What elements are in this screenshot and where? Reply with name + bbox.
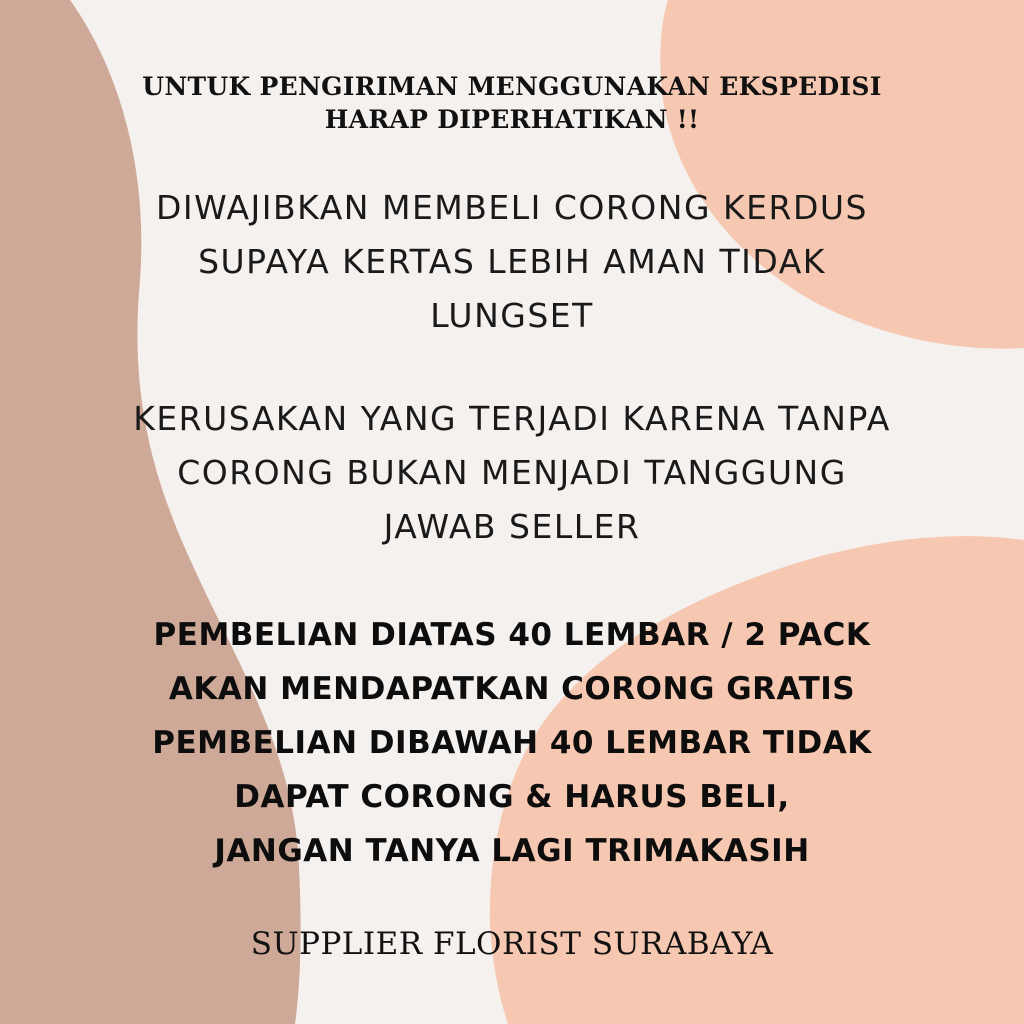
notice-line-5: JANGAN TANYA LAGI TRIMAKASIH xyxy=(214,833,810,869)
paragraph2-line-3: JAWAB SELLER xyxy=(383,507,641,546)
paragraph2-line-2: CORONG BUKAN MENJADI TANGGUNG xyxy=(177,453,847,492)
notice-line-2: AKAN MENDAPATKAN CORONG GRATIS xyxy=(168,671,856,707)
heading-line-1: UNTUK PENGIRIMAN MENGGUNAKAN EKSPEDISI xyxy=(142,72,882,101)
paragraph2-line-1: KERUSAKAN YANG TERJADI KARENA TANPA xyxy=(133,399,891,438)
notice-line-4: DAPAT CORONG & HARUS BELI, xyxy=(234,779,790,815)
paragraph1-line-3: LUNGSET xyxy=(430,296,594,335)
seller-brand: SUPPLIER FLORIST SURABAYA xyxy=(250,926,774,962)
shipping-heading xyxy=(0,70,1024,136)
notice-line-1: PEMBELIAN DIATAS 40 LEMBAR / 2 PACK xyxy=(153,617,871,653)
notice-line-3: PEMBELIAN DIBAWAH 40 LEMBAR TIDAK xyxy=(152,725,872,761)
damage-disclaimer-paragraph xyxy=(0,392,1024,554)
purchase-notice xyxy=(0,608,1024,878)
funnel-required-paragraph xyxy=(0,181,1024,343)
paragraph1-line-2: SUPAYA KERTAS LEBIH AMAN TIDAK xyxy=(198,242,826,281)
paragraph1-line-1: DIWAJIBKAN MEMBELI CORONG KERDUS xyxy=(156,188,868,227)
heading-line-2: HARAP DIPERHATIKAN !! xyxy=(324,105,700,134)
